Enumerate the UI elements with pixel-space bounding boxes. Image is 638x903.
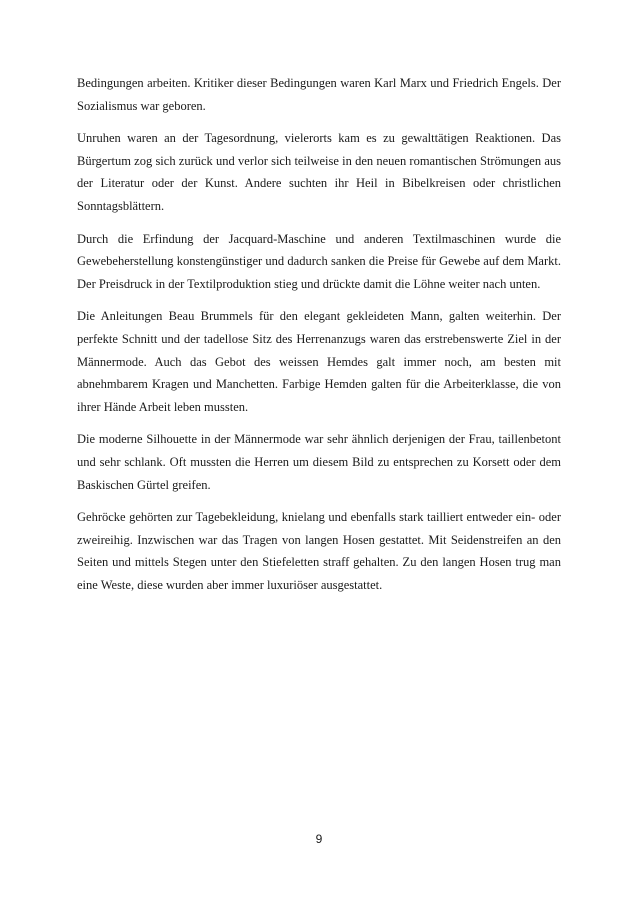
paragraph: Die Anleitungen Beau Brummels für den elegant gekleideten Mann, galten weiterhin. Der perfekte Schnitt und der tadellose Sitz des Herrenanzugs waren das erstrebenswerte Ziel in der Männermode. Auch das Gebot des weissen Hemdes galt immer noch, am besten mit abnehmbarem Kragen und Manchetten. Farbige Hemden galten für die Arbeiterklasse, die von ihrer Hände Arbeit leben mussten.	[77, 309, 561, 414]
body-text	[77, 72, 561, 606]
page-number: 9	[315, 832, 323, 846]
paragraph: Durch die Erfindung der Jacquard-Maschine und anderen Textilmaschinen wurde die Gewebeherstellung konstengünstiger und dadurch sanken die Preise für Gewebe auf dem Markt. Der Preisdruck in der Textilproduktion stieg und drückte damit die Löhne weiter nach unten.	[77, 231, 561, 291]
paragraph: Die moderne Silhouette in der Männermode war sehr ähnlich derjenigen der Frau, taillenbetont und sehr schlank. Oft mussten die Herren um diesem Bild zu entsprechen zu Korsett oder dem Baskischen Gürtel greifen.	[77, 432, 561, 492]
paragraph: Gehröcke gehörten zur Tagebekleidung, knielang und ebenfalls stark tailliert entweder ein- oder zweireihig. Inzwischen war das Tragen von langen Hosen gestattet. Mit Seidenstreifen an den Seiten und mittels Stegen unter den Stiefeletten straff gehalten. Zu den langen Hosen trug man eine Weste, diese wurden aber immer luxuriöser ausgestattet.	[77, 510, 561, 592]
paragraph: Bedingungen arbeiten. Kritiker dieser Bedingungen waren Karl Marx und Friedrich Engels. Der Sozialismus war geboren.	[77, 76, 561, 113]
paragraph: Unruhen waren an der Tagesordnung, vielerorts kam es zu gewalttätigen Reaktionen. Das Bürgertum zog sich zurück und verlor sich teilweise in den neuen romantischen Strömungen aus der Literatur oder der Kunst. Andere suchten ihr Heil in Bibelkreisen oder christlichen Sonntagsblättern.	[77, 131, 561, 213]
